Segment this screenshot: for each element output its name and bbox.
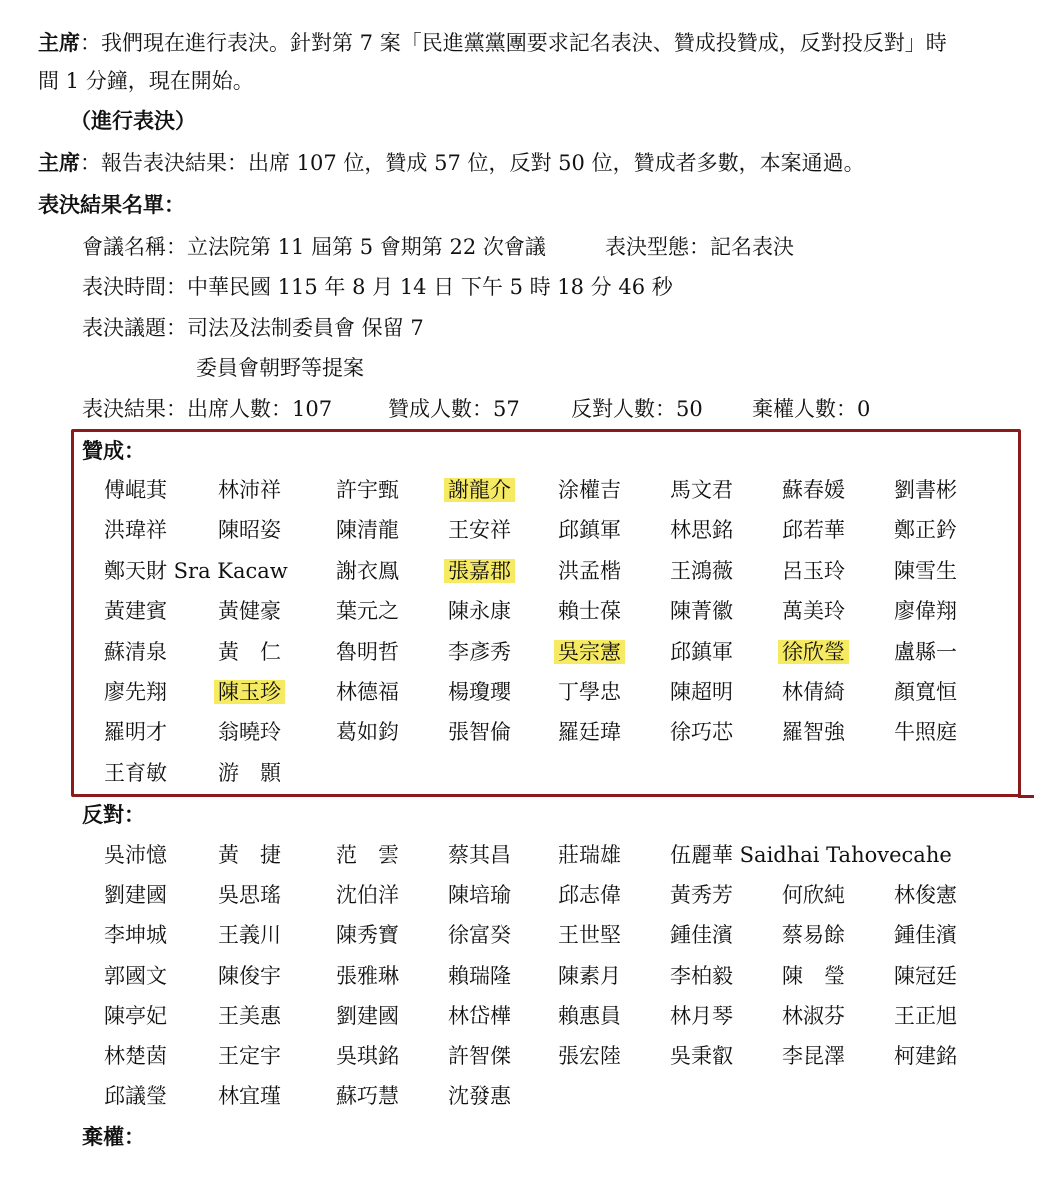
yes-voter-name: 林思銘 xyxy=(670,518,733,543)
yes-voter-name-highlighted: 吳宗憲 xyxy=(558,637,625,667)
chair-statement-1-cont: 間 1 分鐘，現在開始。 xyxy=(38,69,254,93)
abstain-count: 棄權人數：0 xyxy=(752,397,871,421)
chair-label: 主席 xyxy=(38,150,80,175)
yes-voter-name: 林德福 xyxy=(336,680,399,704)
yes-voter-name: 陳雪生 xyxy=(894,558,957,583)
yes-voter-name: 邱鎮軍 xyxy=(558,518,621,543)
vote-time: 表決時間：中華民國 115 年 8 月 14 日 下午 5 時 18 分 46 秒 xyxy=(82,275,673,299)
yes-voter-name: 黃建賓 xyxy=(104,599,167,624)
no-voter-name: 許智傑 xyxy=(448,1044,511,1068)
no-voter-name: 林岱樺 xyxy=(448,1003,511,1028)
no-voter-name: 李柏毅 xyxy=(670,963,733,988)
vote-result: 表決結果：出席人數：107 xyxy=(82,397,333,421)
no-voter-name: 邱議瑩 xyxy=(104,1084,167,1109)
yes-voter-name: 劉書彬 xyxy=(894,478,957,502)
meeting-name: 會議名稱：立法院第 11 屆第 5 會期第 22 次會議 xyxy=(82,235,546,259)
yes-voter-name: 徐巧芯 xyxy=(670,720,733,745)
yes-voter-name: 黃 仁 xyxy=(218,639,281,664)
yes-voter-name: 李彥秀 xyxy=(448,639,511,664)
yes-voter-name: 謝衣鳯 xyxy=(336,558,399,583)
no-voter-name: 劉建國 xyxy=(104,883,167,908)
no-voter-name: 陳俊宇 xyxy=(218,963,281,988)
chair-statement-2 xyxy=(38,148,865,178)
yes-voter-name: 陳菁徽 xyxy=(670,599,733,624)
no-voter-name: 王美惠 xyxy=(218,1003,281,1028)
no-voter-name: 吳秉叡 xyxy=(670,1044,733,1068)
yes-voter-name: 蘇清泉 xyxy=(104,639,167,664)
yes-voter-name-highlighted: 張嘉郡 xyxy=(448,556,515,586)
yes-voter-name: 羅廷瑋 xyxy=(558,720,621,745)
no-voter-name: 何欣純 xyxy=(782,883,845,908)
yes-voter-name: 馬文君 xyxy=(670,478,733,502)
no-voter-name: 王正旭 xyxy=(894,1003,957,1028)
no-voter-name: 王定宇 xyxy=(218,1044,281,1068)
no-voter-name: 蘇巧慧 xyxy=(336,1084,399,1109)
yes-voter-name-highlighted: 謝龍介 xyxy=(448,475,515,505)
yes-voter-name: 丁學忠 xyxy=(558,680,621,704)
yes-voter-name: 賴士葆 xyxy=(558,599,621,624)
abstain-section-label: 棄權： xyxy=(82,1124,145,1149)
vote-topic-cont: 委員會朝野等提案 xyxy=(196,356,364,380)
yes-voter-name: 萬美玲 xyxy=(782,599,845,624)
no-voter-name: 蔡其昌 xyxy=(448,843,511,867)
yes-voter-name: 廖先翔 xyxy=(104,680,167,704)
no-voter-name: 伍麗華 Saidhai Tahovecahe xyxy=(670,843,952,867)
no-voter-name: 林月琴 xyxy=(670,1003,733,1028)
yes-voter-name: 黃健豪 xyxy=(218,599,281,624)
yes-voter-name: 邱鎮軍 xyxy=(670,639,733,664)
yes-voter-name-highlighted: 徐欣瑩 xyxy=(782,637,849,667)
no-voter-name: 吳沛憶 xyxy=(104,843,167,867)
yes-voter-name: 陳昭姿 xyxy=(218,518,281,543)
no-voter-name: 陳秀寶 xyxy=(336,923,399,948)
no-voter-name: 徐富癸 xyxy=(448,923,511,948)
no-voter-name: 陳亭妃 xyxy=(104,1003,167,1028)
yes-voter-name: 陳永康 xyxy=(448,599,511,624)
yes-voter-name: 顏寬恒 xyxy=(894,680,957,704)
no-section-label: 反對： xyxy=(82,802,145,827)
yes-voter-name: 牛照庭 xyxy=(894,720,957,745)
no-voter-name: 吳思瑤 xyxy=(218,883,281,908)
annotation-box-tail xyxy=(1018,795,1034,798)
yes-voter-name: 許宇甄 xyxy=(336,478,399,502)
yes-voter-name: 林沛祥 xyxy=(218,478,281,502)
yes-voter-name: 呂玉玲 xyxy=(782,558,845,583)
no-voter-name: 陳冠廷 xyxy=(894,963,957,988)
yes-voter-name: 涂權吉 xyxy=(558,478,621,502)
no-voter-name: 黃秀芳 xyxy=(670,883,733,908)
no-voter-name: 吳琪銘 xyxy=(336,1044,399,1068)
no-voter-name: 張宏陸 xyxy=(558,1044,621,1068)
chair-text: ：我們現在進行表決。針對第 7 案「民進黨黨團要求記名表決、贊成投贊成，反對投反對」時 xyxy=(80,31,947,55)
no-voter-name: 陳 瑩 xyxy=(782,963,845,988)
no-voter-name: 林淑芬 xyxy=(782,1003,845,1028)
yes-voter-name: 邱若華 xyxy=(782,518,845,543)
yes-voter-name-highlighted: 陳玉珍 xyxy=(218,677,285,707)
no-voter-name: 賴瑞隆 xyxy=(448,963,511,988)
no-voter-name: 林俊憲 xyxy=(894,883,957,908)
no-voter-name: 王世堅 xyxy=(558,923,621,948)
no-voter-name: 黃 捷 xyxy=(218,843,281,867)
vote-topic: 表決議題：司法及法制委員會 保留 7 xyxy=(82,316,424,340)
yes-voter-name: 蘇春媛 xyxy=(782,478,845,502)
yes-voter-name: 魯明哲 xyxy=(336,639,399,664)
no-voter-name: 沈伯洋 xyxy=(336,883,399,908)
no-voter-name: 李昆澤 xyxy=(782,1044,845,1068)
chair-label: 主席 xyxy=(38,30,80,55)
yes-voter-name: 王安祥 xyxy=(448,518,511,543)
no-voter-name: 蔡易餘 xyxy=(782,923,845,948)
no-voter-name: 鍾佳濱 xyxy=(670,923,733,948)
vote-type: 表決型態：記名表決 xyxy=(605,235,794,259)
chair-statement-1 xyxy=(38,28,947,58)
no-voter-name: 邱志偉 xyxy=(558,883,621,908)
no-voter-name: 莊瑞雄 xyxy=(558,843,621,867)
yes-voter-name: 羅明才 xyxy=(104,720,167,745)
yes-voter-name: 張智倫 xyxy=(448,720,511,745)
voting-note: （進行表決） xyxy=(70,108,196,133)
no-voter-name: 林楚茵 xyxy=(104,1044,167,1068)
list-title: 表決結果名單： xyxy=(38,192,185,217)
yes-voter-name: 陳超明 xyxy=(670,680,733,704)
yes-voter-name: 鄭正鈐 xyxy=(894,518,957,543)
no-voter-name: 鍾佳濱 xyxy=(894,923,957,948)
yes-voter-name: 王育敏 xyxy=(104,760,167,785)
no-voter-name: 柯建銘 xyxy=(894,1044,957,1068)
no-count: 反對人數：50 xyxy=(571,397,703,421)
yes-votes-annotation-box xyxy=(71,429,1021,797)
yes-voter-name: 盧縣一 xyxy=(894,639,957,664)
yes-voter-name: 陳清龍 xyxy=(336,518,399,543)
no-voter-name: 范 雲 xyxy=(336,843,399,867)
yes-voter-name: 葛如鈞 xyxy=(336,720,399,745)
yes-voter-name: 王鴻薇 xyxy=(670,558,733,583)
yes-voter-name: 林倩綺 xyxy=(782,680,845,704)
yes-voter-name: 翁曉玲 xyxy=(218,720,281,745)
yes-count: 贊成人數：57 xyxy=(388,397,520,421)
yes-voter-name: 廖偉翔 xyxy=(894,599,957,624)
no-voter-name: 陳培瑜 xyxy=(448,883,511,908)
yes-voter-name: 洪孟楷 xyxy=(558,558,621,583)
no-voter-name: 劉建國 xyxy=(336,1003,399,1028)
yes-section-label: 贊成： xyxy=(82,438,145,463)
no-voter-name: 張雅琳 xyxy=(336,963,399,988)
yes-voter-name: 傅崐萁 xyxy=(104,478,167,502)
yes-voter-name: 鄭天財 Sra Kacaw xyxy=(104,558,288,583)
no-voter-name: 沈發惠 xyxy=(448,1084,511,1109)
no-voter-name: 賴惠員 xyxy=(558,1003,621,1028)
yes-voter-name: 葉元之 xyxy=(336,599,399,624)
yes-voter-name: 楊瓊瓔 xyxy=(448,680,511,704)
no-voter-name: 林宜瑾 xyxy=(218,1084,281,1109)
no-voter-name: 郭國文 xyxy=(104,963,167,988)
yes-voter-name: 洪瑋祥 xyxy=(104,518,167,543)
no-voter-name: 李坤城 xyxy=(104,923,167,948)
yes-voter-name: 羅智強 xyxy=(782,720,845,745)
yes-voter-name: 游 顥 xyxy=(218,760,281,785)
no-voter-name: 陳素月 xyxy=(558,963,621,988)
chair-text: ：報告表決結果：出席 107 位，贊成 57 位，反對 50 位，贊成者多數，本案通過。 xyxy=(80,151,865,175)
no-voter-name: 王義川 xyxy=(218,923,281,948)
